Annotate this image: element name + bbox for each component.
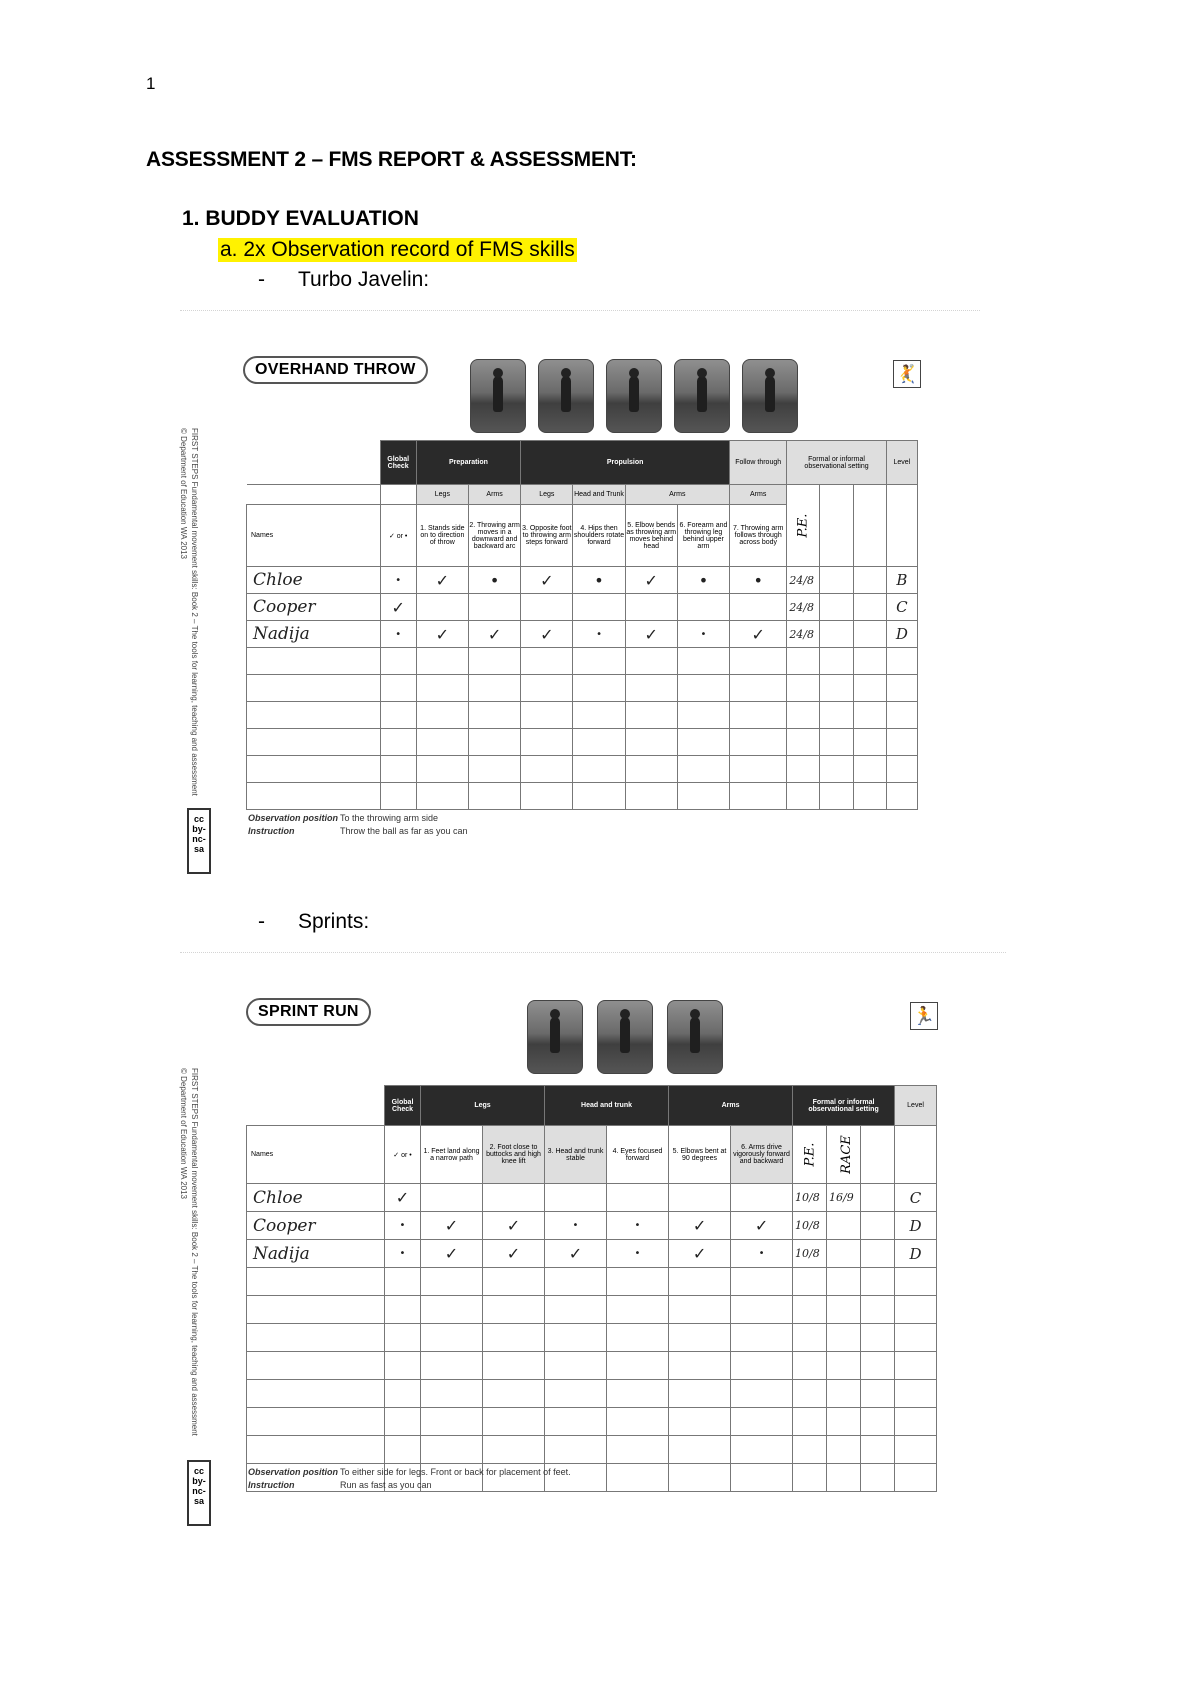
- sprint-observation-notes: [248, 1466, 571, 1492]
- global-check: ✓: [385, 1184, 421, 1212]
- criterion-header: 3. Opposite foot to throwing arm steps forward: [521, 505, 573, 567]
- date-cell: 24/8: [787, 594, 820, 621]
- group-header: Arms: [669, 1086, 793, 1126]
- sprint-photo: [667, 1000, 723, 1074]
- mark-cell: [677, 594, 729, 621]
- table-row: [247, 1268, 937, 1296]
- mark-cell: [521, 594, 573, 621]
- date-cell: 16/9: [827, 1184, 861, 1212]
- group-header: Preparation: [416, 441, 520, 485]
- instruction-label: Instruction: [248, 1480, 295, 1490]
- level-cell: D: [895, 1240, 937, 1268]
- throw-photo: [606, 359, 662, 433]
- overhand-title: OVERHAND THROW: [243, 356, 428, 384]
- table-row: [247, 1296, 937, 1324]
- date-cell: 10/8: [793, 1184, 827, 1212]
- level-cell: B: [886, 567, 917, 594]
- section-heading: 1. BUDDY EVALUATION: [182, 207, 419, 230]
- sprints-label: Sprints:: [298, 910, 370, 933]
- mark-cell: [625, 594, 677, 621]
- subgroup-header: Legs: [521, 485, 573, 505]
- mark-cell: [468, 594, 520, 621]
- names-header: Names: [247, 1126, 385, 1184]
- date-cell: [827, 1212, 861, 1240]
- blank-cell: [886, 485, 917, 567]
- mark-cell: •: [573, 621, 625, 648]
- blank-cell: [861, 1126, 895, 1184]
- subgroup-header: Head and Trunk: [573, 485, 625, 505]
- criterion-header: 4. Hips then shoulders rotate forward: [573, 505, 625, 567]
- group-header: Propulsion: [521, 441, 730, 485]
- table-row: [247, 648, 918, 675]
- blank-cell: [895, 1126, 937, 1184]
- sprint-title: SPRINT RUN: [246, 998, 371, 1026]
- level-cell: C: [895, 1184, 937, 1212]
- blank-cell: [853, 621, 886, 648]
- overhand-side-text-2: © Department of Education WA 2013: [179, 428, 188, 560]
- mark-cell: ✓: [545, 1240, 607, 1268]
- sprints-bullet: [258, 910, 369, 934]
- check-header: ✓ or •: [380, 505, 416, 567]
- table-row: [247, 729, 918, 756]
- blank-cell: [861, 1212, 895, 1240]
- table-row: [247, 1436, 937, 1464]
- blank-cell: [820, 567, 853, 594]
- mark-cell: [421, 1184, 483, 1212]
- group-header: Level: [886, 441, 917, 485]
- subgroup-header: Arms: [625, 485, 729, 505]
- blank-cell: [247, 485, 381, 505]
- mark-cell: [730, 594, 787, 621]
- student-name: Nadija: [247, 1240, 385, 1268]
- group-header: Formal or informal observational setting: [793, 1086, 895, 1126]
- license-badge: [187, 808, 211, 874]
- bullet-dash: -: [258, 268, 265, 291]
- mark-cell: ✓: [625, 621, 677, 648]
- mark-cell: [416, 594, 468, 621]
- global-check: •: [385, 1212, 421, 1240]
- blank-cell: [853, 567, 886, 594]
- criterion-header: 2. Foot close to buttocks and high knee lift: [483, 1126, 545, 1184]
- mark-cell: •: [731, 1240, 793, 1268]
- mark-cell: •: [730, 567, 787, 594]
- mark-cell: ✓: [421, 1212, 483, 1240]
- table-row: [247, 756, 918, 783]
- group-header: Level: [895, 1086, 937, 1126]
- student-name: Chloe: [247, 1184, 385, 1212]
- table-row: [247, 621, 918, 648]
- mark-cell: •: [545, 1212, 607, 1240]
- mark-cell: •: [573, 567, 625, 594]
- javelin-label: Turbo Javelin:: [298, 268, 430, 291]
- student-name: Chloe: [247, 567, 381, 594]
- criterion-header: 5. Elbow bends as throwing arm moves behind head: [625, 505, 677, 567]
- criterion-header: 2. Throwing arm moves in a downward and backward arc: [468, 505, 520, 567]
- blank-cell: [820, 621, 853, 648]
- global-check: •: [380, 567, 416, 594]
- blank-cell: [380, 485, 416, 505]
- mark-cell: ✓: [669, 1212, 731, 1240]
- subgroup-header: Arms: [730, 485, 787, 505]
- criterion-header: 6. Arms drive vigorously forward and backward: [731, 1126, 793, 1184]
- mark-cell: ✓: [731, 1212, 793, 1240]
- runner-icon: 🏃: [910, 1002, 938, 1030]
- date-cell: [827, 1240, 861, 1268]
- mark-cell: ✓: [730, 621, 787, 648]
- setting-header: P.E.: [802, 1142, 818, 1167]
- divider: [180, 952, 1006, 953]
- license-badge-text: cc by-nc-sa: [192, 814, 206, 854]
- table-row: [247, 675, 918, 702]
- overhand-side-text-1: FIRST STEPS Fundamental movement skills: Book 2 – The tools for learning, teaching and assessment: [190, 428, 199, 796]
- sprint-side-text-1: FIRST STEPS Fundamental movement skills: Book 2 – The tools for learning, teaching and assessment: [190, 1068, 199, 1436]
- mark-cell: •: [468, 567, 520, 594]
- group-header: Formal or informal observational setting: [787, 441, 886, 485]
- mark-cell: •: [677, 567, 729, 594]
- date-cell: 10/8: [793, 1212, 827, 1240]
- mark-cell: ✓: [521, 621, 573, 648]
- mark-cell: •: [677, 621, 729, 648]
- obs-position-text: To either side for legs. Front or back for placement of feet.: [340, 1467, 571, 1477]
- criterion-header: 1. Feet land along a narrow path: [421, 1126, 483, 1184]
- mark-cell: [545, 1184, 607, 1212]
- table-row: [247, 1380, 937, 1408]
- sprint-table: [246, 1085, 937, 1492]
- sprint-side-text-2: © Department of Education WA 2013: [179, 1068, 188, 1200]
- table-row: [247, 1352, 937, 1380]
- mark-cell: •: [607, 1212, 669, 1240]
- mark-cell: ✓: [483, 1212, 545, 1240]
- setting-header: RACE: [838, 1135, 854, 1174]
- table-row: [247, 1212, 937, 1240]
- mark-cell: [607, 1184, 669, 1212]
- instruction-text: Throw the ball as far as you can: [340, 826, 468, 836]
- table-row: [247, 1408, 937, 1436]
- mark-cell: [483, 1184, 545, 1212]
- mark-cell: ✓: [669, 1240, 731, 1268]
- mark-cell: [573, 594, 625, 621]
- blank-cell: [861, 1184, 895, 1212]
- level-cell: C: [886, 594, 917, 621]
- throw-photo: [674, 359, 730, 433]
- table-row: [247, 567, 918, 594]
- throw-photo: [538, 359, 594, 433]
- setting-cell: [787, 485, 820, 567]
- obs-position-label: Observation position: [248, 1467, 339, 1477]
- date-cell: 10/8: [793, 1240, 827, 1268]
- blank-cell: [820, 485, 853, 567]
- blank-cell: [247, 441, 381, 485]
- mark-cell: •: [607, 1240, 669, 1268]
- table-row: [247, 1240, 937, 1268]
- bullet-dash: -: [258, 910, 265, 933]
- obs-position-label: Observation position: [248, 813, 339, 823]
- mark-cell: ✓: [416, 567, 468, 594]
- javelin-bullet: [258, 268, 429, 292]
- instruction-text: Run as fast as you can: [340, 1480, 432, 1490]
- divider: [180, 310, 980, 311]
- mark-cell: ✓: [521, 567, 573, 594]
- table-row: [247, 702, 918, 729]
- date-cell: 24/8: [787, 621, 820, 648]
- setting-cell: [793, 1126, 827, 1184]
- blank-cell: [820, 594, 853, 621]
- global-check: •: [380, 621, 416, 648]
- obs-position-text: To the throwing arm side: [340, 813, 439, 823]
- global-check: •: [385, 1240, 421, 1268]
- group-header: Global Check: [380, 441, 416, 485]
- student-name: Cooper: [247, 594, 381, 621]
- overhand-side-text: [178, 428, 200, 796]
- setting-cell: [827, 1126, 861, 1184]
- names-header: Names: [247, 505, 381, 567]
- subsection-heading: a. 2x Observation record of FMS skills: [220, 238, 575, 261]
- blank-cell: [853, 594, 886, 621]
- thrower-icon: 🤾: [893, 360, 921, 388]
- criterion-header: 7. Throwing arm follows through across body: [730, 505, 787, 567]
- group-header: Head and trunk: [545, 1086, 669, 1126]
- group-header: Follow through: [730, 441, 787, 485]
- subgroup-header: Arms: [468, 485, 520, 505]
- sprint-photo: [597, 1000, 653, 1074]
- mark-cell: ✓: [468, 621, 520, 648]
- blank-cell: [247, 1086, 385, 1126]
- blank-cell: [861, 1240, 895, 1268]
- mark-cell: ✓: [416, 621, 468, 648]
- student-name: Nadija: [247, 621, 381, 648]
- level-cell: D: [886, 621, 917, 648]
- license-badge: [187, 1460, 211, 1526]
- overhand-observation-notes: [248, 812, 468, 838]
- mark-cell: ✓: [625, 567, 677, 594]
- setting-header: P.E.: [795, 513, 811, 538]
- global-check: ✓: [380, 594, 416, 621]
- table-row: [247, 594, 918, 621]
- level-cell: D: [895, 1212, 937, 1240]
- instruction-label: Instruction: [248, 826, 295, 836]
- student-name: Cooper: [247, 1212, 385, 1240]
- sprint-side-text: [178, 1068, 200, 1436]
- criterion-header: 6. Forearm and throwing leg behind upper arm: [677, 505, 729, 567]
- overhand-table: [246, 440, 918, 810]
- criterion-header: 5. Elbows bent at 90 degrees: [669, 1126, 731, 1184]
- mark-cell: [731, 1184, 793, 1212]
- criterion-header: 1. Stands side on to direction of throw: [416, 505, 468, 567]
- license-badge-text: cc by-nc-sa: [192, 1466, 206, 1506]
- table-row: [247, 783, 918, 810]
- throw-photo: [742, 359, 798, 433]
- criterion-header: 3. Head and trunk stable: [545, 1126, 607, 1184]
- sprint-photo: [527, 1000, 583, 1074]
- mark-cell: ✓: [483, 1240, 545, 1268]
- page-number: 1: [146, 74, 156, 93]
- table-row: [247, 1184, 937, 1212]
- group-header: Global Check: [385, 1086, 421, 1126]
- subgroup-header: Legs: [416, 485, 468, 505]
- date-cell: 24/8: [787, 567, 820, 594]
- criterion-header: 4. Eyes focused forward: [607, 1126, 669, 1184]
- blank-cell: [853, 485, 886, 567]
- page-heading: ASSESSMENT 2 – FMS REPORT & ASSESSMENT:: [146, 148, 637, 171]
- mark-cell: [669, 1184, 731, 1212]
- check-header: ✓ or •: [385, 1126, 421, 1184]
- group-header: Legs: [421, 1086, 545, 1126]
- table-row: [247, 1324, 937, 1352]
- mark-cell: ✓: [421, 1240, 483, 1268]
- throw-photo: [470, 359, 526, 433]
